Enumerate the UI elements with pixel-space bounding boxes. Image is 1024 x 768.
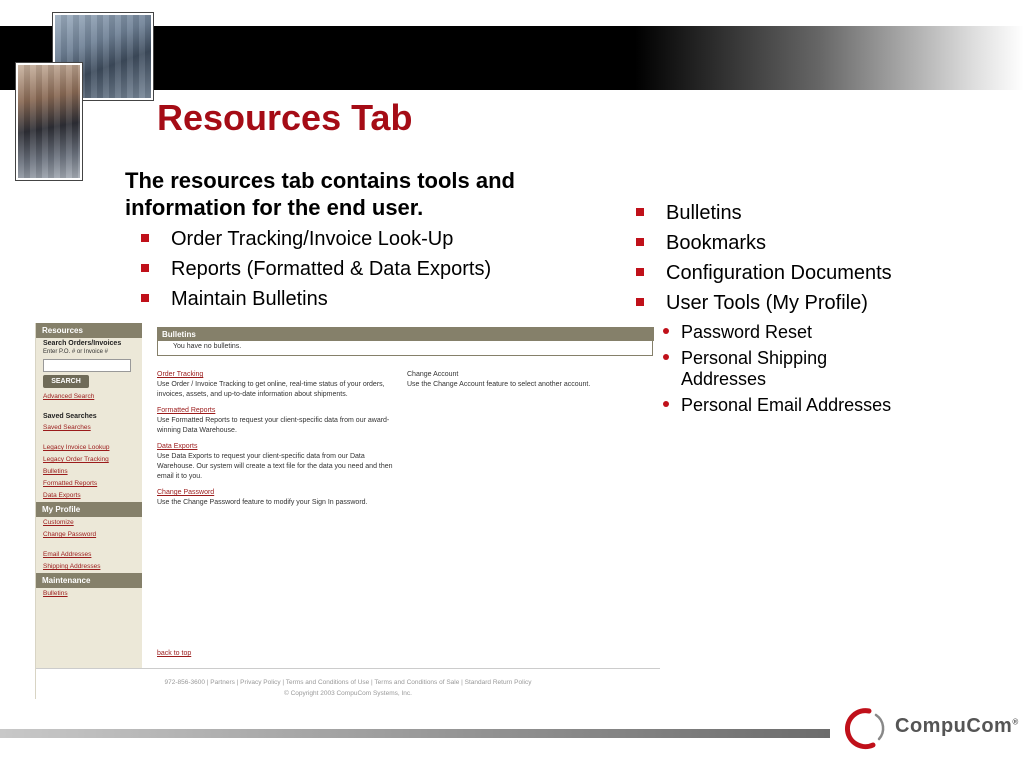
po-invoice-input[interactable] <box>43 359 131 372</box>
page-footer <box>36 677 660 699</box>
left-bullet: Maintain Bulletins <box>141 288 491 318</box>
bulletins-header: Bulletins <box>157 327 654 341</box>
saved-searches-link[interactable]: Saved Searches <box>43 424 91 431</box>
right-sub-bullet: Password Reset <box>636 322 892 343</box>
data-exports-link[interactable]: Data Exports <box>157 443 198 450</box>
sidebar-link[interactable]: Legacy Order Tracking <box>43 456 109 463</box>
sidebar-link[interactable]: Bulletins <box>43 468 68 475</box>
right-bullet-list <box>636 202 892 421</box>
footer-band <box>0 729 830 738</box>
left-bullet-list <box>141 228 491 318</box>
tool-item <box>157 370 397 400</box>
change-password-main-link[interactable]: Change Password <box>157 489 215 496</box>
change-account-title[interactable]: Change Account <box>407 371 459 378</box>
left-bullet: Reports (Formatted & Data Exports) <box>141 258 491 288</box>
sidebar-header-maintenance: Maintenance <box>36 573 142 588</box>
right-sub-bullet: Personal Email Addresses <box>636 395 892 416</box>
resources-page-screenshot <box>35 323 659 699</box>
sidebar-header-resources: Resources <box>36 323 142 338</box>
formatted-reports-link[interactable]: Formatted Reports <box>157 407 216 414</box>
change-password-link[interactable]: Change Password <box>43 531 97 538</box>
right-sub-bullet: Personal Shipping Addresses <box>636 348 836 390</box>
resources-sidebar <box>36 323 142 668</box>
maintenance-bulletins-link[interactable]: Bulletins <box>43 590 68 597</box>
footer-divider <box>36 668 660 669</box>
compucom-wordmark: CompuCom® <box>895 715 1019 737</box>
advanced-search-link[interactable]: Advanced Search <box>43 393 95 400</box>
change-account-description: Use the Change Account feature to select another account. <box>407 381 591 388</box>
tool-description: Use the Change Password feature to modify your Sign In password. <box>157 499 368 506</box>
tool-description: Use Data Exports to request your client-specific data from our Data Warehouse. Our system will create a text file for the data you need and then email it to you. <box>157 453 393 480</box>
search-hint: Enter P.O. # or Invoice # <box>43 349 108 355</box>
bulletins-empty-text: You have no bulletins. <box>157 341 653 356</box>
order-tracking-link[interactable]: Order Tracking <box>157 371 204 378</box>
right-bullet: Configuration Documents <box>636 262 892 292</box>
header-band <box>0 26 1024 90</box>
saved-searches-title: Saved Searches <box>43 413 97 420</box>
search-orders-title: Search Orders/Invoices <box>43 340 122 347</box>
footer-links[interactable]: 972-856-3600 | Partners | Privacy Policy | Terms and Conditions of Use | Terms and Conditions of Sale | Standard Return Policy <box>164 679 532 686</box>
slide-title: Resources Tab <box>157 97 413 138</box>
email-addresses-link[interactable]: Email Addresses <box>43 551 92 558</box>
sidebar-header-my-profile: My Profile <box>36 502 142 517</box>
back-to-top-link[interactable]: back to top <box>157 650 192 657</box>
customize-link[interactable]: Customize <box>43 519 74 526</box>
tool-item <box>157 406 397 436</box>
compucom-logo <box>843 705 1019 751</box>
sidebar-link[interactable]: Formatted Reports <box>43 480 98 487</box>
right-bullet: Bookmarks <box>636 232 892 262</box>
intro-text: The resources tab contains tools and information for the end user. <box>125 168 515 220</box>
left-bullet: Order Tracking/Invoice Look-Up <box>141 228 491 258</box>
right-bullet: Bulletins <box>636 202 892 232</box>
search-button[interactable]: SEARCH <box>43 375 89 388</box>
compucom-ring-icon <box>843 705 891 751</box>
sidebar-link[interactable]: Legacy Invoice Lookup <box>43 444 110 451</box>
resources-main <box>157 327 654 506</box>
tool-item <box>157 488 397 508</box>
footer-copyright: © Copyright 2003 CompuCom Systems, Inc. <box>284 690 412 697</box>
sidebar-link[interactable]: Data Exports <box>43 492 81 499</box>
tool-description: Use Formatted Reports to request your client-specific data from our award-winning Data Warehouse. <box>157 417 390 434</box>
tools-right-column <box>407 370 647 390</box>
right-sub-bullet-list <box>636 322 892 416</box>
tool-description: Use Order / Invoice Tracking to get online, real-time status of your orders, invoices, assets, and up-to-date information about shipments. <box>157 381 385 398</box>
header-photo-call-center <box>16 63 82 180</box>
tools-left-column <box>157 370 397 514</box>
shipping-addresses-link[interactable]: Shipping Addresses <box>43 563 101 570</box>
right-bullet: User Tools (My Profile) <box>636 292 892 322</box>
tool-item <box>157 442 397 482</box>
